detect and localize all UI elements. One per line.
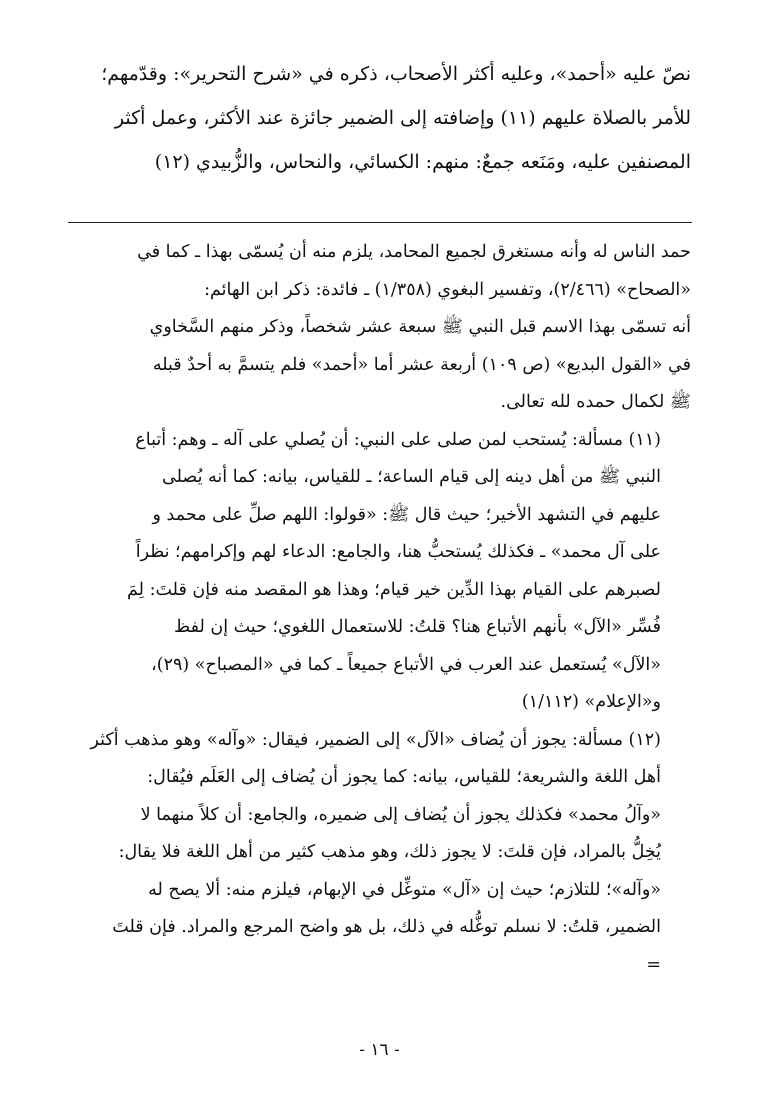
footnote-line: عليهم في التشهد الأخير؛ حيث قال ﷺ: «قولوا: اللهم صلِّ على محمد و xyxy=(152,504,661,525)
footnote-line: «الصحاح» (٢/٤٦٦)، وتفسير البغوي (١/٣٥٨) ـ فائدة: ذكر ابن الهائم: xyxy=(204,279,691,300)
footnote-line: في «القول البديع» (ص ١٠٩) أربعة عشر أما «أحمد» فلم يتسمَّ به أحدٌ قبله xyxy=(152,354,691,375)
footnote-line: فُسِّر «الآل» بأنهم الأتباع هنا؟ قلتُ: للاستعمال اللغوي؛ حيث إن لفظ xyxy=(173,617,661,637)
footnote-line: يُخِلُّ بالمراد، فإن قلتَ: لا يجوز ذلك، وهو مذهب كثير من أهل اللغة فلا يقال: xyxy=(118,842,661,862)
footnote-line: ﷺ لكمال حمده لله تعالى. xyxy=(500,392,691,412)
footnote-line: النبي ﷺ من أهل دينه إلى قيام الساعة؛ ـ للقياس، بيانه: كما أنه يُصلى xyxy=(162,467,661,487)
footnote-line: «وآلُ محمد» فكذلك يجوز أن يُضاف إلى ضميره، والجامع: أن كلاً منهما لا xyxy=(140,804,661,825)
footnote-line: (١١) مسألة: يُستحب لمن صلى على النبي: أن يُصلي على آله ـ وهم: أتباع xyxy=(135,429,661,450)
footnote-line: و«الإعلام» (١/١١٢) xyxy=(521,692,661,712)
footnote-line: الضمير، قلتُ: لا نسلم توغُّله في ذلك، بل هو واضح المرجع والمراد. فإن قلتَ xyxy=(112,917,661,937)
footnote-line: حمد الناس له وأنه مستغرق لجميع المحامد، يلزم منه أن يُسمّى بهذا ـ كما في xyxy=(137,242,691,262)
footnote-11 xyxy=(67,422,691,722)
footnote-line: «الآل» يُستعمل عند العرب في الأتباع جميعاً ـ كما في «المصباح» (٢٩)، xyxy=(151,654,661,675)
body-line: للأمر بالصلاة عليهم (١١) وإضافته إلى الضمير جائزة عند الأكثر، وعمل أكثر xyxy=(114,107,691,129)
main-body-text xyxy=(67,52,691,184)
footnote-line: «وآله»؛ للتلازم؛ حيث إن «آل» متوغِّل في الإبهام، فيلزم منه: ألا يصح له xyxy=(148,879,661,900)
footnote-line: على آل محمد» ـ فكذلك يُستحبُّ هنا، والجامع: الدعاء لهم وإكرامهم؛ نظراً xyxy=(135,542,661,562)
footnote-line: أهل اللغة والشريعة؛ للقياس، بيانه: كما يجوز أن يُضاف إلى العَلَم فيُقال: xyxy=(147,767,661,787)
footnote-continuation xyxy=(67,234,691,422)
body-line: المصنفين عليه، ومَنَعه جمعٌ: منهم: الكسائي، والنحاس، والزُّبيدي (١٢) xyxy=(154,151,691,173)
footnote-separator xyxy=(68,222,692,223)
footnote-line: (١٢) مسألة: يجوز أن يُضاف «الآل» إلى الضمير، فيقال: «وآله» وهو مذهب أكثر xyxy=(90,729,661,750)
footnote-12 xyxy=(67,722,691,985)
footnote-line: أنه تسمّى بهذا الاسم قبل النبي ﷺ سبعة عشر شخصاً، وذكر منهم السَّخاوي xyxy=(149,317,691,337)
body-line: نصّ عليه «أحمد»، وعليه أكثر الأصحاب، ذكره في «شرح التحرير»: وقدّمهم؛ xyxy=(101,63,691,85)
page-number: - ١٦ - xyxy=(359,1040,400,1060)
continuation-mark: = xyxy=(646,954,661,975)
footnote-line: لصبرهم على القيام بهذا الدِّين خير قيام؛ وهذا هو المقصد منه فإن قلتَ: لِمَ xyxy=(127,579,661,600)
footnotes xyxy=(67,234,691,984)
